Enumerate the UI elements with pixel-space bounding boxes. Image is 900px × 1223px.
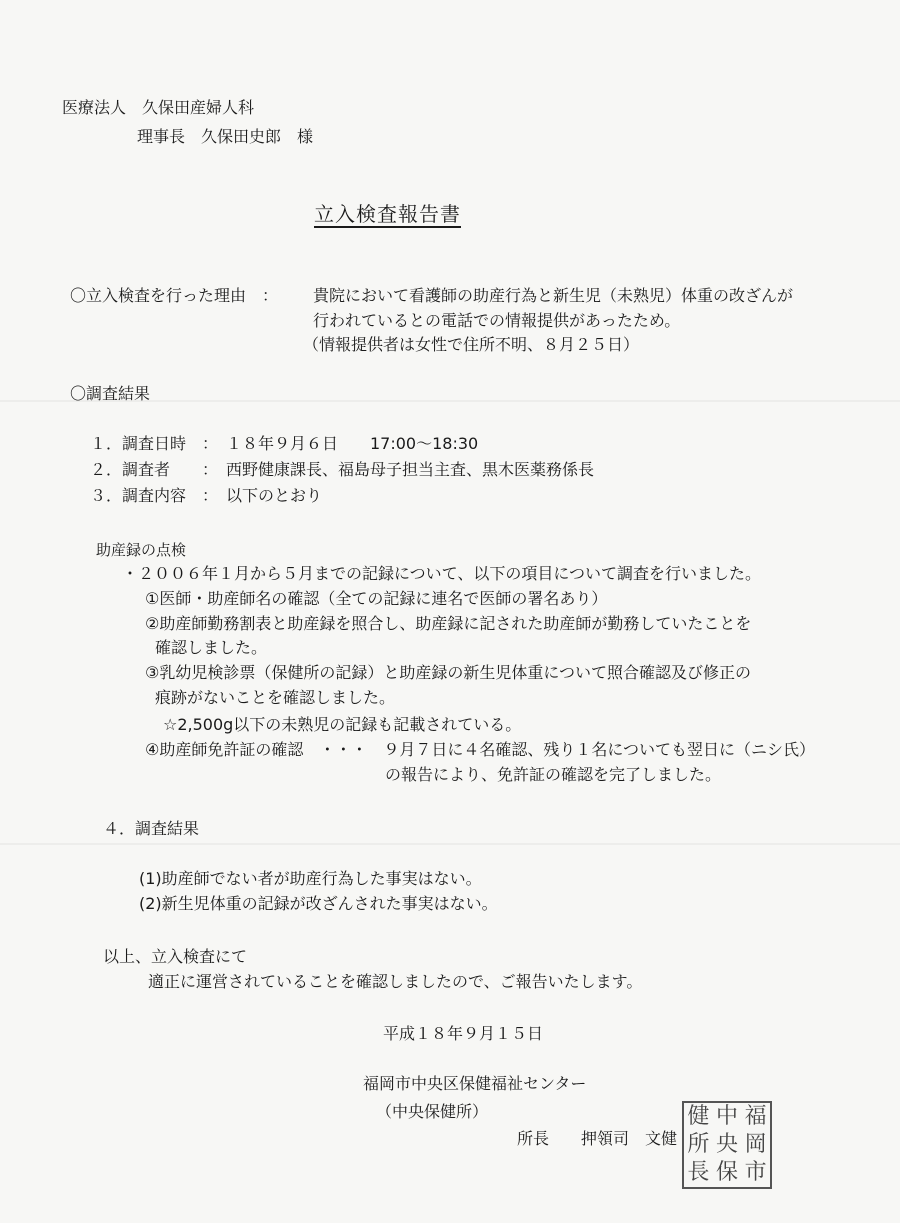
inspection-heading: 助産録の点検: [96, 541, 187, 559]
sender-name: 所長 押領司 文健: [517, 1129, 678, 1148]
inspection-note: ☆2,500g以下の未熟児の記録も記載されている。: [163, 715, 522, 734]
reason-line: （情報提供者は女性で住所不明、８月２５日）: [303, 335, 640, 354]
item-content: ３．調査内容 ： 以下のとおり: [90, 486, 323, 505]
inspection-bullet: ・２００６年１月から５月までの記録について、以下の項目について調査を行いました。: [122, 564, 762, 583]
item-date: １．調査日時 ： １８年９月６日 17:00～18:30: [90, 434, 479, 453]
sender-org: 福岡市中央区保健福祉センター: [363, 1074, 587, 1093]
recipient-org: 医療法人 久保田産婦人科: [62, 98, 255, 117]
seal-char: 保: [716, 1160, 739, 1185]
inspection-point: ④助産師免許証の確認 ・・・ ９月７日に４名確認、残り１名についても翌日に（ニシ氏）: [145, 740, 816, 759]
inspection-point: ②助産師勤務割表と助産録を照合し、助産録に記された助産師が勤務していたことを: [145, 614, 752, 633]
inspection-point: ③乳幼児検診票（保健所の記録）と助産録の新生児体重について照合確認及び修正の: [145, 663, 752, 682]
closing-line: 適正に運営されていることを確認しましたので、ご報告いたします。: [148, 972, 643, 991]
inspection-point: ①医師・助産師名の確認（全ての記録に連名で医師の署名あり）: [145, 589, 608, 608]
inspection-point: 痕跡がないことを確認しました。: [155, 688, 396, 707]
seal-char: 健: [687, 1104, 710, 1129]
section4-heading: ４．調査結果: [103, 819, 200, 838]
seal-char: 中: [716, 1104, 739, 1129]
document-title: 立入検査報告書: [314, 202, 461, 226]
sender-sub: （中央保健所）: [376, 1102, 489, 1121]
result-item: (2)新生児体重の記録が改ざんされた事実はない。: [139, 894, 498, 913]
seal-char: 央: [716, 1132, 739, 1157]
seal-char: 市: [744, 1160, 767, 1185]
report-date: 平成１８年９月１５日: [383, 1024, 544, 1043]
item-investigators: ２．調査者 ： 西野健康課長、福島母子担当主査、黒木医薬務係長: [90, 460, 595, 479]
seal-char: 所: [687, 1132, 710, 1157]
reason-line: 行われているとの電話での情報提供があったため。: [313, 311, 681, 330]
inspection-point: 確認しました。: [155, 638, 268, 657]
seal-char: 長: [687, 1160, 710, 1185]
recipient-name: 理事長 久保田史郎 様: [137, 127, 314, 146]
seal-char: 福: [744, 1104, 767, 1129]
fold-line: [0, 843, 900, 845]
inspection-point: の報告により、免許証の確認を完了しました。: [385, 765, 722, 784]
results-heading: 〇調査結果: [70, 384, 151, 403]
result-item: (1)助産師でない者が助産行為した事実はない。: [139, 869, 482, 888]
closing-line: 以上、立入検査にて: [103, 947, 248, 966]
reason-label: 〇立入検査を行った理由 ：: [70, 286, 279, 305]
seal-char: 岡: [744, 1132, 767, 1157]
official-seal: [682, 1101, 772, 1189]
reason-line: 貴院において看護師の助産行為と新生児（未熟児）体重の改ざんが: [313, 286, 794, 305]
